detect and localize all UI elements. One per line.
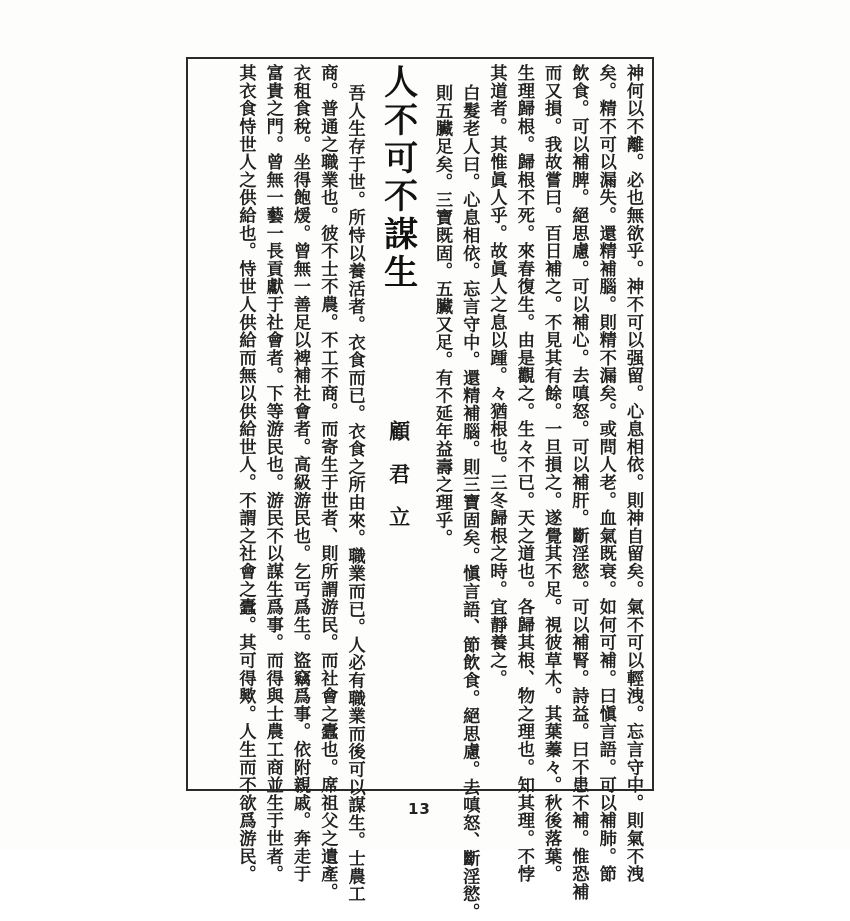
article-heading [368, 64, 428, 784]
text-column: 矣。精不可以漏失。還精補腦。則精不漏矣。或問人老。血氣既衰。如何可補。曰愼言語。可以補肺。節 [595, 64, 616, 883]
article-author: 顧君立 [386, 420, 412, 549]
text-column: 衣租食稅。坐得飽煖。曾無一善足以裨補社會者。高級游民也。乞丐爲生。盜竊爲事。依附親戚。奔走于 [290, 64, 311, 883]
text-column: 其衣食恃世人之供給也。恃世人供給而無以供給世人。不謂之社會之蠹。其可得歟。人生而不欲爲游民。 [235, 64, 256, 883]
text-column: 飲食。可以補脾。絕思慮。可以補心。去嗔怒。可以補肝。斷淫慾。可以補腎。詩益。曰不患不補。惟恐補 [568, 64, 589, 901]
text-column: 生理歸根。歸根不死。來春復生。由是觀之。生々不已。天之道也。各歸其根、物之理也。知其理。不悖 [513, 64, 534, 883]
text-column: 則五臟足矣。三寶既固。五臟又足。有不延年益壽之理乎。 [431, 84, 452, 547]
text-column: 其道者。其惟眞人乎。故眞人之息以踵。々猶根也。三冬歸根之時。宜靜養之。 [486, 64, 507, 687]
text-column: 商。普通之職業也。彼不士不農。不工不商。而寄生于世者、則所謂游民。而社會之蠹也。席祖父之遺產。 [317, 64, 338, 901]
text-column: 而又損。我故嘗曰。百日補之。不見其有餘。一旦損之。遂覺其不足。視彼草木。其葉蓁々。秋後落葉。 [541, 64, 562, 883]
text-column: 神何以不離。必也無欲乎。神不可以强留。心息相依。則神自留矣。氣不可以輕洩。忘言守中。則氣不洩 [623, 64, 643, 883]
text-column: 富貴之門。曾無一藝一長貢獻于社會者。下等游民也。游民不以謀生爲事。而得與士農工商並生于世者。 [262, 64, 283, 883]
text-column: 白髮老人曰。心息相依。忘言守中。還精補腦。則三寶固矣。愼言語、節飲食。絕思慮。去嗔怒、斷淫慾。 [459, 84, 480, 921]
text-column: 吾人生存于世。所恃以養活者。衣食而已。衣食之所由來。職業而已。人必有職業而後可以謀生。士農工 [344, 84, 365, 903]
article-title: 人不可不謀生 [377, 64, 418, 292]
page-number: 13 [408, 800, 431, 818]
